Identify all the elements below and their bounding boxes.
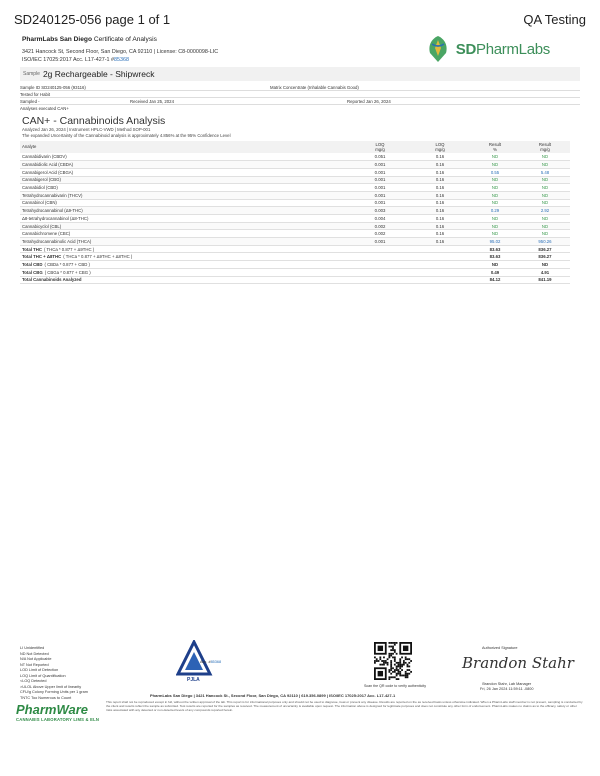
cell-empty: [350, 253, 410, 261]
cell-pct: ND: [470, 230, 520, 238]
cell-loq: 0.001: [350, 184, 410, 192]
cell-loq: 0.002: [350, 230, 410, 238]
cell-name: Cannabicyclol (CBL): [20, 222, 350, 230]
cell-lod: 0.16: [410, 207, 470, 215]
section-title: CAN+ - Cannabinoids Analysis: [22, 115, 166, 127]
legend-item: LOQ Limit of Quantification: [20, 673, 66, 678]
cell-pct: ND: [470, 153, 520, 161]
total-label: Total Cannabinoids Analyzed: [22, 277, 82, 283]
pjla-accreditation: Acc. #85368: [200, 660, 222, 664]
cell-mg: ND: [520, 161, 570, 169]
cell-mg: ND: [520, 230, 570, 238]
cell-mg: ND: [520, 199, 570, 207]
total-row: [20, 268, 570, 276]
pjla-acc-link[interactable]: 85368: [210, 660, 222, 664]
cell-name: Cannabidivarin (CBDV): [20, 153, 350, 161]
cell-name: Tetrahydrocannabinol (Δ9-THC): [20, 207, 350, 215]
cell-pct: ND: [470, 191, 520, 199]
total-formula: ( THCa * 0.877 + Δ9THC + Δ8THC ): [63, 254, 133, 260]
total-label: Total THC: [22, 246, 42, 252]
signer-info: [480, 682, 533, 693]
total-row: [20, 276, 570, 284]
cell-empty: [410, 245, 470, 253]
sample-name: 2g Rechargeable - Shipwreck: [42, 69, 155, 79]
table-row: [20, 230, 570, 238]
cell-loq: 0.002: [350, 222, 410, 230]
legend-item: LI Unidentified: [20, 646, 45, 650]
sdpharmlabs-logo: [423, 34, 550, 64]
signer-name: Brandon Stahr, Lab Manager: [482, 682, 532, 686]
legend-item: CFU/g Colony Forming Units per 1 gram: [20, 690, 88, 694]
cell-empty: [350, 268, 410, 276]
cannabinoid-table: [20, 141, 570, 284]
signature-date: Fri, 26 Jan 2024 11:59:11 -0800: [480, 687, 534, 692]
cell-empty: [350, 276, 410, 284]
cell-loq: 0.001: [350, 168, 410, 176]
cell-lod: 0.16: [410, 168, 470, 176]
sample-info: [20, 84, 580, 112]
cell-empty: [350, 261, 410, 269]
cell-pct: 0.55: [470, 168, 520, 176]
verification-qr-code[interactable]: [374, 642, 412, 680]
logo-pharmlabs: PharmLabs: [475, 40, 550, 58]
table-row: [20, 215, 570, 223]
total-name: [20, 276, 350, 284]
page-header: [14, 12, 586, 30]
total-formula: ( THCa * 0.877 + Δ9THC ): [43, 246, 95, 252]
table-row: [20, 168, 570, 176]
table-row: [20, 153, 570, 161]
cell-mg: 5.48: [520, 168, 570, 176]
disclaimer: This report shall not be reproduced except in full, without the written approval of the lab. This report is for informational purposes only and should not be used to diagnose, treat or prevent any disease. Results are reported on the as received basis unless otherwise indicated. When a PharmLabs staff member is not present, sampling is conducted by the client and results reflect the sample as submitted. Test results are reported for the samples as received. The measurement of uncertainty is available upon request. The information above is designed for legitimate purposes and does not constitute any other form of endorsement. PharmLabs makes no claims as to the efficacy, safety or other risks associated with any detected or non-detected levels of any compounds reported herein.: [106, 700, 583, 713]
legend-item: <LOQ Detected: [20, 679, 47, 683]
footer-address: PharmLabs San Diego | 3421 Hancock St., Second Floor, San Diego, CA 92110 | 619.356.0899 | ISO/IEC 17025:2017 Acc. L17-427-1: [150, 693, 396, 698]
table-row: [20, 238, 570, 246]
table-body: [20, 153, 570, 284]
cell-loq: 0.001: [350, 199, 410, 207]
header-result-pct: Result %: [470, 141, 520, 153]
total-pct: 83.63: [470, 253, 520, 261]
analysis-details: Analyzed Jan 26, 2024 | Instrument HPLC-VWD | Method SOP-001: [22, 127, 151, 132]
table-row: [20, 161, 570, 169]
table-row: [20, 207, 570, 215]
legend-item: TNTC Too Numerous to Count: [20, 695, 72, 700]
total-label: Total THC + Δ8THC: [22, 254, 62, 260]
cell-lod: 0.16: [410, 191, 470, 199]
total-pct: ND: [470, 261, 520, 269]
table-row: [20, 184, 570, 192]
total-pct: 0.49: [470, 268, 520, 276]
cell-name: Cannabidiolic Acid (CBDA): [20, 161, 350, 169]
cell-lod: 0.16: [410, 238, 470, 246]
cell-empty: [350, 245, 410, 253]
total-label: Total CBG: [22, 269, 43, 275]
cell-mg: ND: [520, 153, 570, 161]
abbreviation-legend: [20, 646, 110, 701]
legend-item: LOD Limit of Detection: [20, 668, 59, 672]
table-header: [20, 141, 570, 153]
total-name: [20, 245, 350, 253]
cell-name: Cannabidiol (CBD): [20, 184, 350, 192]
cell-empty: [410, 261, 470, 269]
total-formula: ( CBDa * 0.877 + CBD ): [44, 261, 90, 267]
reported: Reported Jan 26, 2024: [347, 98, 391, 104]
cell-empty: [410, 268, 470, 276]
pharmware-logo: [16, 702, 99, 722]
logo-sd: SD: [455, 40, 476, 58]
total-row: [20, 253, 570, 261]
legend-item: ND Not Detected: [20, 651, 49, 656]
iso-number-link[interactable]: 85368: [114, 57, 130, 64]
cell-loq: 0.001: [350, 191, 410, 199]
logo-emblem-icon: [423, 34, 453, 64]
legend-item: NT Not Reported: [20, 662, 49, 667]
cell-name: Cannabinol (CBN): [20, 199, 350, 207]
qr-caption: Scan the QR code to verify authenticity: [363, 684, 427, 688]
total-mg: ND: [520, 261, 570, 269]
total-row: [20, 245, 570, 253]
header-lod: LOQ mg/g: [410, 141, 470, 153]
cell-loq: 0.001: [350, 238, 410, 246]
cell-loq: 0.001: [350, 161, 410, 169]
header-analyte: Analyte: [20, 141, 350, 153]
table-row: [20, 199, 570, 207]
cell-lod: 0.16: [410, 230, 470, 238]
cell-loq: 0.051: [350, 153, 410, 161]
cell-mg: ND: [520, 176, 570, 184]
cell-mg: ND: [520, 184, 570, 192]
certificate-label: Certificate of Analysis: [93, 36, 157, 43]
cell-lod: 0.16: [410, 153, 470, 161]
analyses-executed: Analyses executed CAN+: [20, 106, 69, 111]
pharmware-name: PharmWare: [16, 702, 89, 717]
uncertainty-note: The expanded Uncertainty of the Cannabinoid analysis is approximately 4.856% at the 95% Confidence Level: [22, 133, 231, 138]
cell-lod: 0.16: [410, 199, 470, 207]
total-row: [20, 261, 570, 269]
cell-pct: ND: [470, 215, 520, 223]
cell-lod: 0.16: [410, 161, 470, 169]
total-mg: 4.91: [520, 268, 570, 276]
cell-pct: ND: [470, 161, 520, 169]
cell-mg: 950.26: [520, 238, 570, 246]
cell-empty: [410, 276, 470, 284]
qa-label: QA Testing: [523, 12, 586, 27]
sample-label: Sample: [23, 71, 40, 77]
cell-lod: 0.16: [410, 176, 470, 184]
cell-mg: ND: [520, 215, 570, 223]
document-id: SD240125-056 page 1 of 1: [14, 12, 171, 27]
total-mg: 841.19: [520, 276, 570, 284]
cell-name: Cannabichromene (CBC): [20, 230, 350, 238]
lab-info: [22, 36, 422, 64]
header-loq: LOQ mg/g: [350, 141, 410, 153]
cell-pct: ND: [470, 199, 520, 207]
cell-loq: 0.001: [350, 176, 410, 184]
sample-id: Sample ID SD240125-056 (93116): [20, 84, 86, 90]
cell-pct: ND: [470, 184, 520, 192]
cell-loq: 0.003: [350, 207, 410, 215]
cell-pct: ND: [470, 176, 520, 184]
legend-item: N/A Not Applicable: [20, 657, 52, 661]
tested-for: Tested for Habit: [20, 91, 51, 97]
lab-address: 3421 Hancock St, Second Floor, San Diego, CA 92110 | License: C8-0000098-LIC: [22, 49, 219, 55]
cell-name: Δ8-tetrahydrocannabinol (Δ8-THC): [20, 215, 350, 223]
table-row: [20, 222, 570, 230]
total-formula: ( CBGa * 0.877 + CBG ): [44, 269, 91, 275]
legend-item: >ULOL Above Upper limit of linearity: [20, 684, 82, 689]
received: Received Jan 25, 2024: [130, 98, 174, 104]
cell-lod: 0.16: [410, 184, 470, 192]
cell-empty: [410, 253, 470, 261]
matrix: Matrix Concentrate (Inhalable Cannabis Good): [270, 84, 359, 90]
cell-loq: 0.004: [350, 215, 410, 223]
cell-name: Cannabigerol (CBG): [20, 176, 350, 184]
iso-accreditation: ISO/IEC 17025:2017 Acc. L17-427-1 #: [22, 57, 115, 64]
cell-name: Tetrahydrocannabinolic Acid (THCA): [20, 238, 350, 246]
signature-title: Authorized Signature: [482, 646, 518, 650]
header-result-mg: Result mg/g: [520, 141, 570, 153]
cell-mg: ND: [520, 191, 570, 199]
lab-name: PharmLabs San Diego: [22, 36, 92, 43]
sampled: Sampled -: [20, 98, 40, 104]
cell-name: Tetrahydrocannabivarin (THCV): [20, 191, 350, 199]
total-name: [20, 253, 350, 261]
total-pct: 84.12: [470, 276, 520, 284]
pharmware-subtitle: CANNABIS LABORATORY LIMS & ELN: [16, 717, 100, 722]
cell-pct: ND: [470, 222, 520, 230]
total-mg: 836.27: [520, 245, 570, 253]
total-mg: 836.27: [520, 253, 570, 261]
pjla-label: PJLA: [187, 677, 200, 683]
cell-lod: 0.16: [410, 215, 470, 223]
table-row: [20, 176, 570, 184]
total-label: Total CBD: [22, 261, 43, 267]
sample-bar: [20, 67, 580, 81]
table-row: [20, 191, 570, 199]
signature-image: Brandon Stahr: [462, 654, 574, 672]
cell-pct: 0.29: [470, 207, 520, 215]
cell-lod: 0.16: [410, 222, 470, 230]
cell-name: Cannabigerol Acid (CBGA): [20, 168, 350, 176]
total-name: [20, 261, 350, 269]
cell-mg: 2.92: [520, 207, 570, 215]
cell-pct: 95.02: [470, 238, 520, 246]
total-name: [20, 268, 350, 276]
total-pct: 83.63: [470, 245, 520, 253]
cell-mg: ND: [520, 222, 570, 230]
